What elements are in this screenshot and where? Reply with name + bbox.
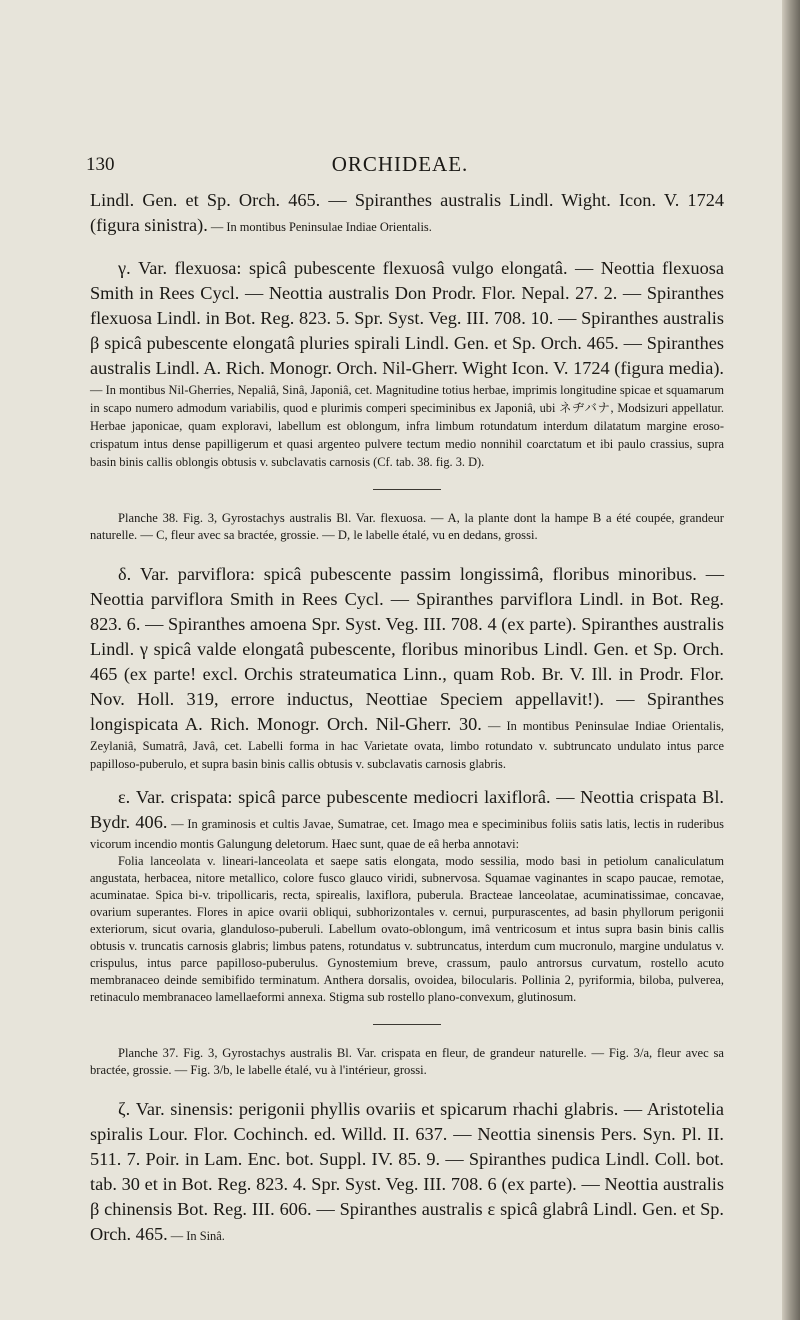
divider [373,1024,441,1025]
paragraph-var-sinensis [90,1097,724,1247]
parviflora-synonymy: δ. Var. parviflora: spicâ pubescente passim longissimâ, floribus minoribus. — Neottia parviflora Smith in Rees Cycl. — Spiranthes parviflora Lindl. in Bot. Reg. 823. 6. — Spiranthes amoena Spr. Syst. Veg. III. 708. 4 (ex parte). Spiranthes australis Lindl. γ spicâ valde elongatâ pubescente, floribus minoribus Lindl. Gen. et Sp. Orch. 465 (ex parte! excl. Orchis strateumatica Linn., quam Rob. Br. V. Ill. in Prodr. Flor. Nov. Holl. 319, errore inductus, Neottiae Speciem appellavit!). — Spiranthes longispicata A. Rich. Monogr. Orch. Nil-Gherr. 30. [90,564,724,734]
paragraph-var-flexuosa [90,256,724,471]
sinensis-synonymy: ζ. Var. sinensis: perigonii phyllis ovariis et spicarum rhachi glabris. — Aristotelia spiralis Lour. Flor. Cochinch. ed. Willd. II. 637. — Neottia sinensis Pers. Syn. Pl. II. 511. 7. Poir. in Lam. Enc. bot. Suppl. IV. 85. 9. — Spiranthes pudica Lindl. Coll. bot. tab. 30 et in Bot. Reg. 823. 4. Spr. Syst. Veg. III. 708. 6 (ex parte). — Neottia australis β chinensis Bot. Reg. III. 606. — Spiranthes australis ε spicâ glabrâ Lindl. Gen. et Sp. Orch. 465. [90,1099,724,1244]
page-number: 130 [86,154,115,175]
page-header [0,152,800,182]
divider [373,489,441,490]
plate-37-caption: Planche 37. Fig. 3, Gyrostachys australis Bl. Var. crispata en fleur, de grandeur naturelle. — Fig. 3/a, fleur avec sa bractée, grossie. — Fig. 3/b, le labelle étalé, vu à l'intérieur, grossi. [90,1046,724,1077]
intro-citation: Lindl. Gen. et Sp. Orch. 465. — Spiranthes australis Lindl. Wight. Icon. V. 1724 (figura sinistra). [90,190,724,235]
page-body [90,188,724,1247]
paragraph-var-parviflora [90,562,724,773]
running-title: ORCHIDEAE. [331,152,469,176]
flexuosa-notes: — In montibus Nil-Gherries, Nepaliâ, Sinâ, Japoniâ, cet. Magnitudine totius herbae, imprimis longitudine spicae et squamarum in scapo numero admodum variabilis, quod e plurimis comperi speciminibus ex Japoniâ, ubi ネヂバナ, Modsizuri appellatur. Herbae japonicae, quam exploravi, labellum est oblongum, infra limbum rotundatum interdum dilatatum margine eroso-crispatum intus dense papilligerum et quasi argenteo pulvere tectum medio nonnihil coarctatum et ibi paulo crassius, supra basin binis callis oblongis obtusis v. subclavatis carnosis (Cf. tab. 38. fig. 3. D). [90,383,724,469]
flexuosa-synonymy: γ. Var. flexuosa: spicâ pubescente flexuosâ vulgo elongatâ. — Neottia flexuosa Smith in Rees Cycl. — Neottia australis Don Prodr. Flor. Nepal. 27. 2. — Spiranthes flexuosa Lindl. in Bot. Reg. 823. 5. Spr. Syst. Veg. III. 708. 10. — Spiranthes australis β spicâ pubescente elongatâ pluries spirali Lindl. Gen. et Sp. Orch. 465. — Spiranthes australis Lindl. A. Rich. Monogr. Orch. Nil-Gherr. Wight Icon. V. 1724 (figura media). [90,258,724,378]
paragraph-var-crispata [90,785,724,853]
plate-38-caption: Planche 38. Fig. 3, Gyrostachys australis Bl. Var. flexuosa. — A, la plante dont la hampe B a été coupée, grandeur naturelle. — C, fleur avec sa bractée, grossie. — D, le labelle étalé, vu en dedans, grossi. [90,511,724,542]
paragraph-intro [90,188,724,238]
crispata-description: Folia lanceolata v. lineari-lanceolata et saepe satis elongata, modo sessilia, modo basi in petiolum canaliculatum angustata, herbacea, nitore metallico, colore fusco glauco viridi, subnervosa. Squamae vaginantes in scapo paucae, remotae, acuminatae. Spica bi-v. tripollicaris, recta, spirealis, laxiflora, puberula. Bracteae lanceolatae, acuminatissimae, concavae, ovarium superantes. Flores in apice ovarii obliqui, subhorizontales v. cernui, purpurascentes, ad basin phyllorum perigonii exteriorum, sicut ovaria, glanduloso-puberuli. Labellum ovato-oblongum, imâ ventricosum et intus supra basin binis callis obtusis v. truncatis carnosis glabris; limbus patens, rotundatus v. subtruncatus, interdum cum mucronulo, margine undulatus v. crispulus, intus parce papilloso-puberulus. Gynostemium breve, crassum, paulo antrorsus curvatum, rostello acuto membranaceo deinde semibifido terminatum. Anthera dorsalis, ovoidea, bilocularis. Pollinia 2, pyriformia, biloba, pulverea, retinaculo membranaceo lamellaeformi annexa. Stigma sub rostello plano-convexum, glutinosum. [90,854,724,1004]
sinensis-locality: — In Sinâ. [167,1229,225,1243]
intro-locality: — In montibus Peninsulae Indiae Orientalis. [207,220,432,234]
parviflora-notes: — In montibus Peninsulae Indiae Orientalis, Zeylaniâ, Sumatrâ, Javâ, cet. Labelli forma in hac Varietate ovata, limbo rotundato v. subtruncato undulato intus parce papilloso-puberulo, et supra basin binis callis obtusis v. subclavatis carnosis glabris. [90,719,724,771]
crispata-synonymy: ε. Var. crispata: spicâ parce pubescente mediocri laxiflorâ. — Neottia crispata Bl. Bydr. 406. [90,787,724,832]
crispata-notes: — In graminosis et cultis Javae, Sumatrae, cet. Imago mea e speciminibus foliis satis latis, lectis in ruderibus vicorum incendio montis Galungung deletorum. Haec sunt, quae de eâ herba annotavi: [90,817,724,851]
page-edge [782,0,800,1320]
